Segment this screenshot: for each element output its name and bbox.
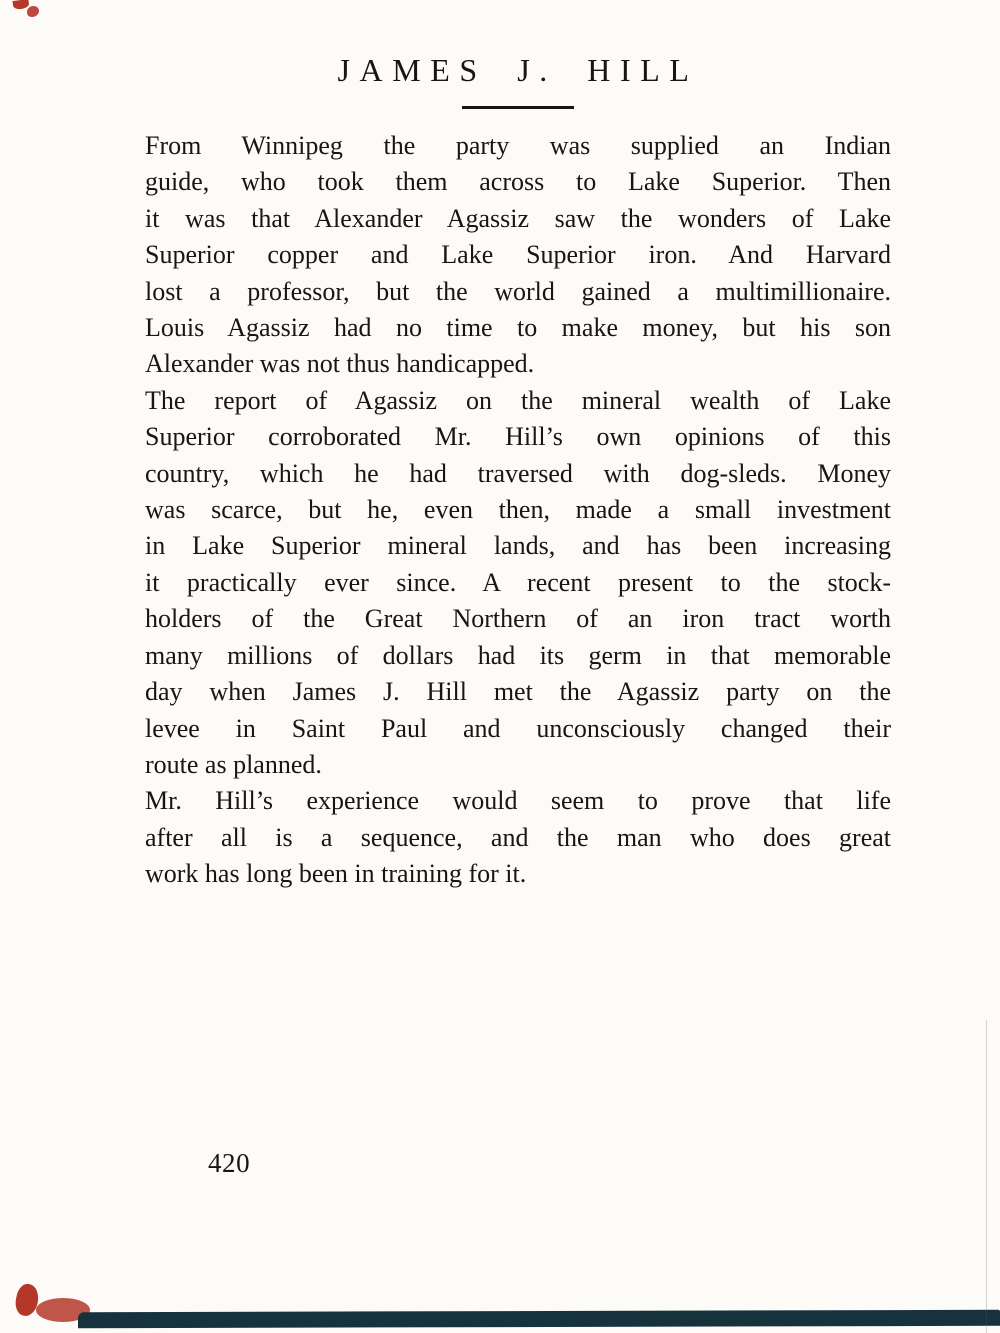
page-title: JAMES J. HILL <box>337 52 699 88</box>
scan-stain-top-left-2-icon <box>27 6 39 17</box>
text-line: Alexander was not thus handicapped. <box>145 349 535 379</box>
text-line: holders of the Great Northern of an iron tract worth <box>145 604 891 634</box>
text-line: Superior corroborated Mr. Hill’s own opinions of this <box>145 422 891 452</box>
body-text <box>145 128 891 893</box>
text-line: day when James J. Hill met the Agassiz party on the <box>145 677 891 707</box>
text-line: work has long been in training for it. <box>145 859 527 889</box>
text-line: guide, who took them across to Lake Superior. Then <box>145 167 891 197</box>
text-line: From Winnipeg the party was supplied an Indian <box>145 131 891 160</box>
paragraph <box>145 783 891 892</box>
paragraph <box>145 128 891 383</box>
text-line: Mr. Hill’s experience would seem to prove that life <box>145 786 891 816</box>
text-line: levee in Saint Paul and unconsciously changed their <box>145 713 891 743</box>
text-line: after all is a sequence, and the man who does great <box>145 822 891 852</box>
text-line: lost a professor, but the world gained a multimillionaire. <box>145 276 891 306</box>
page-edge-shadow <box>986 1020 987 1333</box>
text-line: Superior copper and Lake Superior iron. And Harvard <box>145 240 891 270</box>
scan-bottom-bar <box>78 1310 1000 1328</box>
paragraph <box>145 383 891 783</box>
title-rule <box>462 106 574 109</box>
text-line: The report of Agassiz on the mineral wealth of Lake <box>145 385 891 415</box>
text-line: it was that Alexander Agassiz saw the wonders of Lake <box>145 203 891 233</box>
text-line: Louis Agassiz had no time to make money, but his son <box>145 313 891 343</box>
text-line: it practically ever since. A recent present to the stock- <box>145 567 891 597</box>
text-line: route as planned. <box>145 749 322 779</box>
text-line: was scarce, but he, even then, made a small investment <box>145 495 891 525</box>
page-number: 420 <box>208 1148 251 1178</box>
text-line: many millions of dollars had its germ in that memorable <box>145 640 891 670</box>
text-line: in Lake Superior mineral lands, and has been increasing <box>145 531 891 561</box>
text-line: country, which he had traversed with dog-sleds. Money <box>145 458 891 488</box>
